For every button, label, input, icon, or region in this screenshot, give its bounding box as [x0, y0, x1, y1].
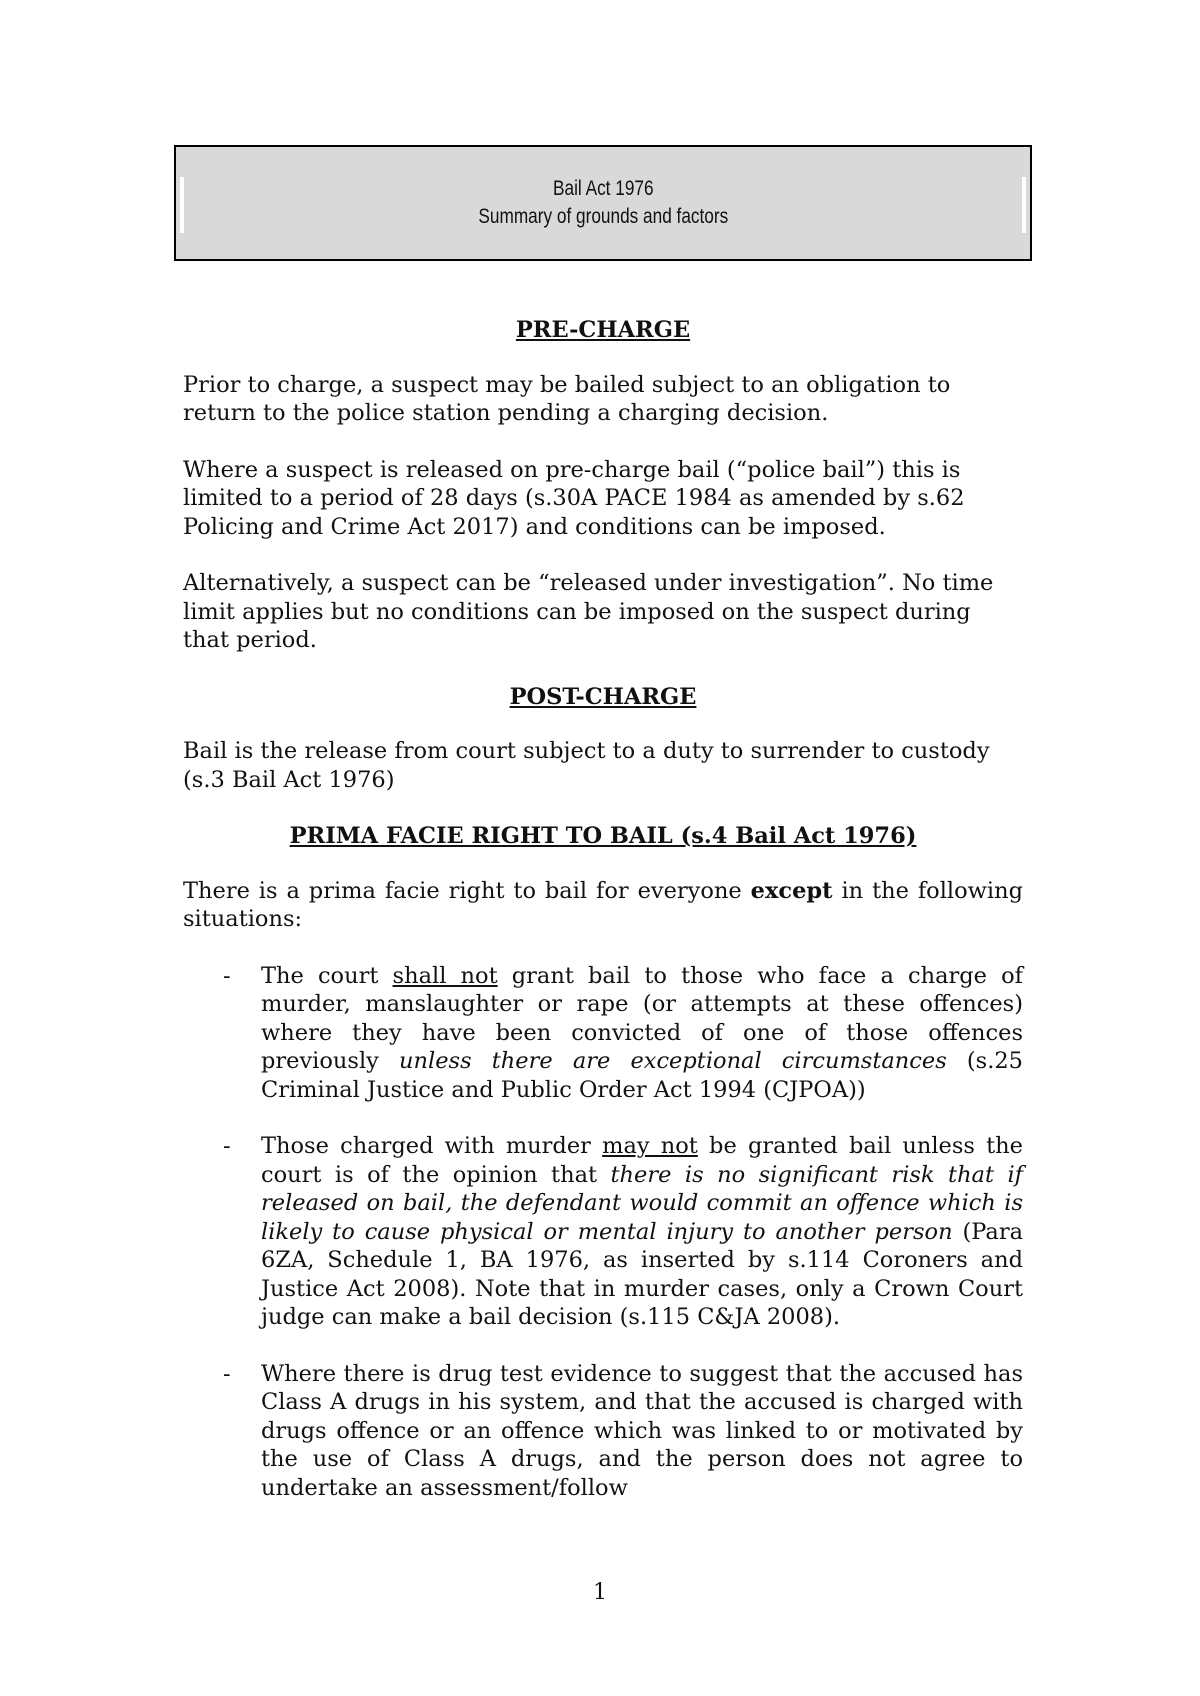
page-number: 1 [593, 1580, 607, 1605]
bullet-2-emphasis: may not [602, 1133, 698, 1159]
heading-prima-facie: PRIMA FACIE RIGHT TO BAIL (s.4 Bail Act 1976) [289, 823, 917, 849]
bullet-1-emphasis: shall not [392, 962, 498, 989]
bullet-2-italic: there is no significant risk that if released on bail, the defendant would commit an offence which is likely to cause physical or mental injury to another person [261, 1161, 1023, 1245]
bullet-2-text-a: Those charged with murder [261, 1133, 603, 1159]
intro-except: except [750, 877, 833, 904]
bullet-1-italic: unless there are exceptional circumstances [399, 1048, 947, 1074]
title-line-2: Summary of grounds and factors [478, 205, 728, 228]
document-body [183, 316, 1023, 1530]
bullet-3-text: Where there is drug test evidence to suggest that the accused has Class A drugs in his system, and that the accused is charged with drugs offence or an offence which was linked to or motivated by the use of Class A drugs, and the person does not agree to undertake an assessment/follow [261, 1360, 1023, 1501]
list-item [183, 962, 1023, 1105]
title-line-1: Bail Act 1976 [552, 177, 654, 200]
bullet-1-text-c: grant bail to those who face a charge of murder, manslaughter or rape (or attempts at these offences) where they have been convicted of one of those offences previously [261, 962, 1024, 1074]
bullet-dash: - [223, 1360, 231, 1387]
list-item [183, 1360, 1023, 1503]
prima-facie-intro [183, 877, 1023, 934]
post-charge-paragraph-1: Bail is the release from court subject to a duty to surrender to custody (s.3 Bail Act 1976) [183, 738, 990, 793]
pre-charge-paragraph-1: Prior to charge, a suspect may be bailed subject to an obligation to return to the police station pending a charging decision. [183, 371, 951, 426]
bullet-1-text-e: (s.25 Criminal Justice and Public Order Act 1994 (CJPOA)) [261, 1048, 1024, 1103]
heading-pre-charge: PRE-CHARGE [515, 317, 691, 343]
bullet-1-text-a: The court [261, 962, 393, 989]
title-box-inner-edge-left [180, 177, 184, 233]
title-box [174, 145, 1032, 261]
title-box-inner-edge-right [1022, 177, 1026, 233]
bullet-2-text-c: be granted bail unless the court is of the opinion that [261, 1133, 1023, 1188]
bullet-dash: - [223, 1133, 231, 1159]
pre-charge-paragraph-3: Alternatively, a suspect can be “released under investigation”. No time limit applies but no conditions can be imposed on the suspect during that period. [183, 570, 994, 653]
list-item [183, 1132, 1023, 1332]
bullet-dash: - [223, 962, 231, 989]
pre-charge-paragraph-2: Where a suspect is released on pre-charge bail (“police bail”) this is limited to a period of 28 days (s.30A PACE 1984 as amended by s.62 Policing and Crime Act 2017) and conditions can be imposed. [183, 456, 965, 540]
intro-text-a: There is a prima facie right to bail for everyone [183, 877, 751, 904]
bullet-2-text-e: (Para 6ZA, Schedule 1, BA 1976, as inserted by s.114 Coroners and Justice Act 2008). Note that in murder cases, only a Crown Court judge can make a bail decision (s.115 C&JA 2008). [261, 1218, 1023, 1330]
heading-post-charge: POST-CHARGE [509, 683, 697, 710]
intro-text-c: in the following situations: [183, 877, 1024, 932]
